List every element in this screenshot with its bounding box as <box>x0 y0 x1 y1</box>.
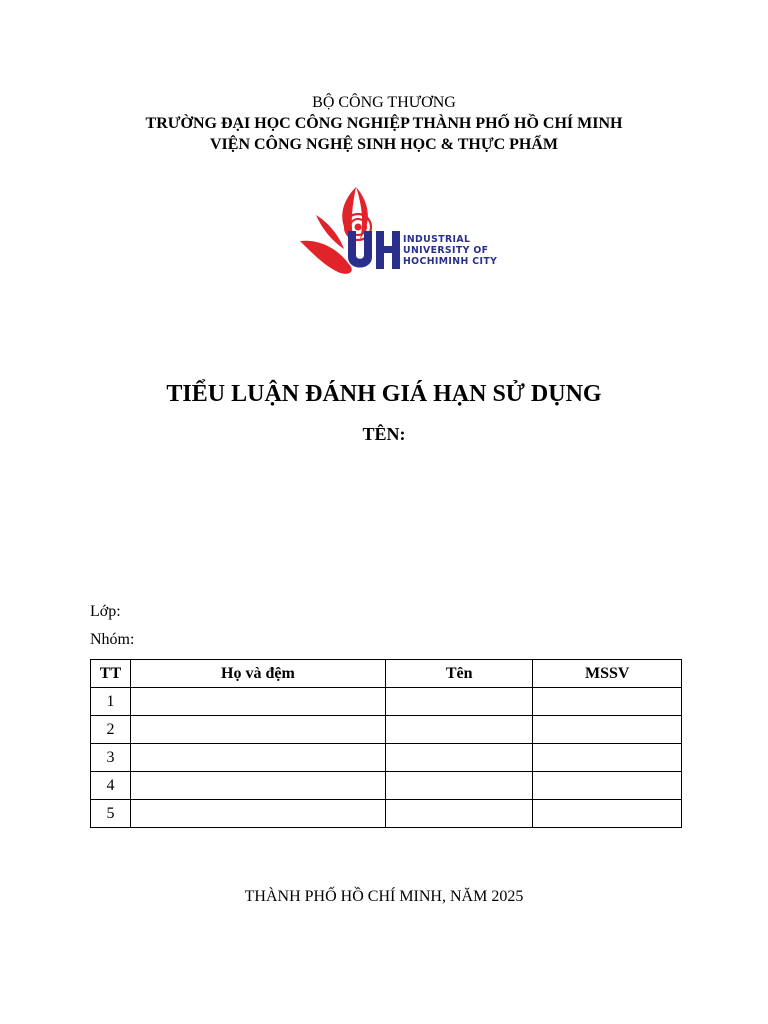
header-mssv: MSSV <box>533 660 682 688</box>
document-title: TIỂU LUẬN ĐÁNH GIÁ HẠN SỬ DỤNG <box>166 381 602 407</box>
cell-ho-va-dem[interactable] <box>130 688 385 716</box>
table-row <box>91 800 682 828</box>
university-name: TRƯỜNG ĐẠI HỌC CÔNG NGHIỆP THÀNH PHỐ HỒ CHÍ MINH <box>145 115 623 132</box>
logo-wordmark <box>403 234 497 267</box>
table-row <box>91 772 682 800</box>
member-table <box>90 659 682 828</box>
cell-mssv[interactable] <box>533 800 682 828</box>
table-header-row <box>91 660 682 688</box>
table-row <box>91 744 682 772</box>
cell-ho-va-dem[interactable] <box>130 744 385 772</box>
cell-ten[interactable] <box>385 688 532 716</box>
cell-mssv[interactable] <box>533 716 682 744</box>
cell-ho-va-dem[interactable] <box>130 772 385 800</box>
row-number: 2 <box>91 716 131 744</box>
cell-ho-va-dem[interactable] <box>130 716 385 744</box>
logo-line-2: UNIVERSITY OF <box>403 245 489 256</box>
cell-ten[interactable] <box>385 716 532 744</box>
header-ho-va-dem: Họ và đệm <box>130 660 385 688</box>
cell-ho-va-dem[interactable] <box>130 800 385 828</box>
row-number: 3 <box>91 744 131 772</box>
ministry-name: BỘ CÔNG THƯƠNG <box>312 94 456 111</box>
row-number: 4 <box>91 772 131 800</box>
name-label: TÊN: <box>362 424 406 444</box>
logo-line-1: INDUSTRIAL <box>403 234 471 245</box>
cell-mssv[interactable] <box>533 688 682 716</box>
footer-place-year: THÀNH PHỐ HỒ CHÍ MINH, NĂM 2025 <box>244 888 524 905</box>
university-logo <box>298 183 508 279</box>
logo-line-3: HOCHIMINH CITY <box>403 256 498 267</box>
header-tt: TT <box>91 660 131 688</box>
institute-name: VIỆN CÔNG NGHỆ SINH HỌC & THỰC PHẨM <box>209 136 558 153</box>
table-row <box>91 688 682 716</box>
class-label: Lớp: <box>90 603 121 620</box>
cell-mssv[interactable] <box>533 772 682 800</box>
group-label: Nhóm: <box>90 631 135 648</box>
cell-ten[interactable] <box>385 772 532 800</box>
cell-ten[interactable] <box>385 744 532 772</box>
row-number: 1 <box>91 688 131 716</box>
row-number: 5 <box>91 800 131 828</box>
table-row <box>91 716 682 744</box>
cell-mssv[interactable] <box>533 744 682 772</box>
header-ten: Tên <box>385 660 532 688</box>
cell-ten[interactable] <box>385 800 532 828</box>
